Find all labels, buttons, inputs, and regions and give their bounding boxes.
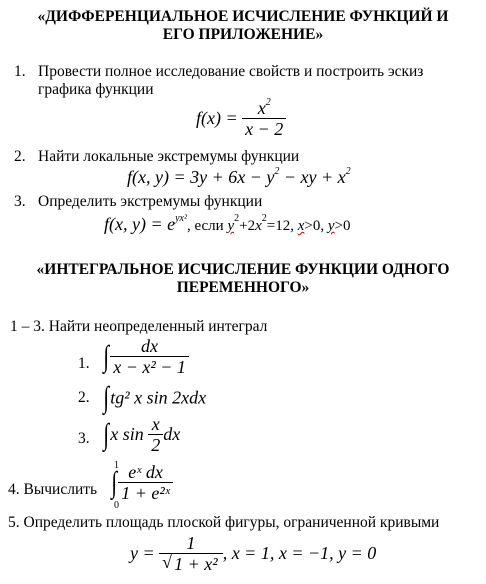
formula-3-exp: yx² (175, 213, 187, 224)
integral4-label: 4. Вычислить (8, 481, 98, 498)
item3-text: Определить экстремумы функции (38, 193, 263, 210)
section2-title-line2: ПЕРЕМЕННОГО» (176, 279, 310, 296)
integral-3-frac-den: 2 (148, 434, 163, 455)
formula-3-condition: , если $y^2+2x^2=12$, x>0, y>0 (186, 213, 351, 234)
integral-2-body: tg² x sin 2xdx (110, 387, 207, 408)
integral-4-sign: ∫ (111, 465, 117, 499)
formula-1-denominator: x − 2 (242, 118, 286, 139)
integral1-number: 1. (78, 355, 90, 372)
integral-4-lower: 0 (114, 500, 119, 511)
formula-5 (130, 533, 376, 574)
formula-2-tail: − xy + x (279, 167, 346, 187)
integral3-number: 3. (78, 430, 90, 447)
integrals-intro: 1 – 3. Найти неопределенный интеграл (10, 318, 268, 335)
integral-4-numerator: eˣ dx (128, 462, 163, 482)
integral-3-pre: x sin (110, 424, 144, 444)
formula-2-exp1: 2 (274, 166, 280, 177)
formula-5-lhs: y = (130, 543, 155, 563)
integral-1 (102, 336, 189, 377)
item2-number: 2. (14, 148, 26, 165)
formula-2-exp2: 2 (345, 166, 351, 177)
integral-3 (102, 414, 180, 455)
item3-number: 3. (14, 193, 26, 210)
item1-number: 1. (14, 63, 26, 80)
formula-5-denominator (159, 553, 223, 574)
sqrt-icon: √ 1 + x² (162, 552, 218, 574)
integral-4-upper: 1 (114, 460, 119, 471)
section1-title-line1: «ДИФФЕРЕНЦИАЛЬНОЕ ИСЧИСЛЕНИЕ ФУНКЦИЙ И (37, 8, 449, 25)
integral-3-post: dx (163, 424, 181, 444)
integral-2-sign: ∫ (103, 381, 109, 414)
item2-text: Найти локальные экстремумы функции (38, 148, 300, 165)
integral-4-fraction (118, 462, 173, 503)
integral-1-sign: ∫ (103, 339, 109, 373)
section1-title-line2: ЕГО ПРИЛОЖЕНИЕ» (162, 26, 324, 43)
formula-3 (104, 214, 351, 235)
formula-1 (196, 98, 286, 139)
formula-2-head: f(x, y) = 3y + 6x − y (127, 167, 275, 187)
formula-5-fraction (159, 533, 223, 574)
integral-3-sign: ∫ (103, 417, 109, 451)
formula-5-numerator: 1 (186, 533, 196, 553)
item5-text: 5. Определить площадь плоской фигуры, ограниченной кривыми (8, 514, 440, 531)
integral-2 (102, 381, 206, 415)
integral-1-numerator: dx (141, 336, 159, 356)
formula-1-fraction (242, 98, 286, 139)
formula-1-lhs: f(x) = (196, 108, 238, 128)
formula-1-numerator: x (257, 98, 266, 118)
item1-text-line2: графика функции (38, 81, 154, 98)
formula-3-lhs: f(x, y) = e (104, 214, 176, 234)
section2-title-line1: «ИНТЕГРАЛЬНОЕ ИСЧИСЛЕНИЕ ФУНКЦИИ ОДНОГО (36, 261, 450, 278)
formula-2 (127, 167, 351, 188)
integral-1-fraction (110, 336, 189, 377)
integral-3-frac-num: x (151, 414, 160, 434)
formula-5-rhs: , x = 1, x = −1, y = 0 (222, 543, 377, 563)
integral-1-denominator: x − x² − 1 (110, 356, 189, 377)
integral2-number: 2. (78, 389, 90, 406)
item1-text-line1: Провести полное исследование свойств и построить эскиз (38, 63, 424, 80)
integral-4 (110, 462, 173, 503)
integral-3-fraction (148, 414, 163, 455)
formula-1-num-exp: 2 (265, 97, 271, 108)
integral-4-denominator: 1 + e²ˣ (118, 482, 173, 503)
